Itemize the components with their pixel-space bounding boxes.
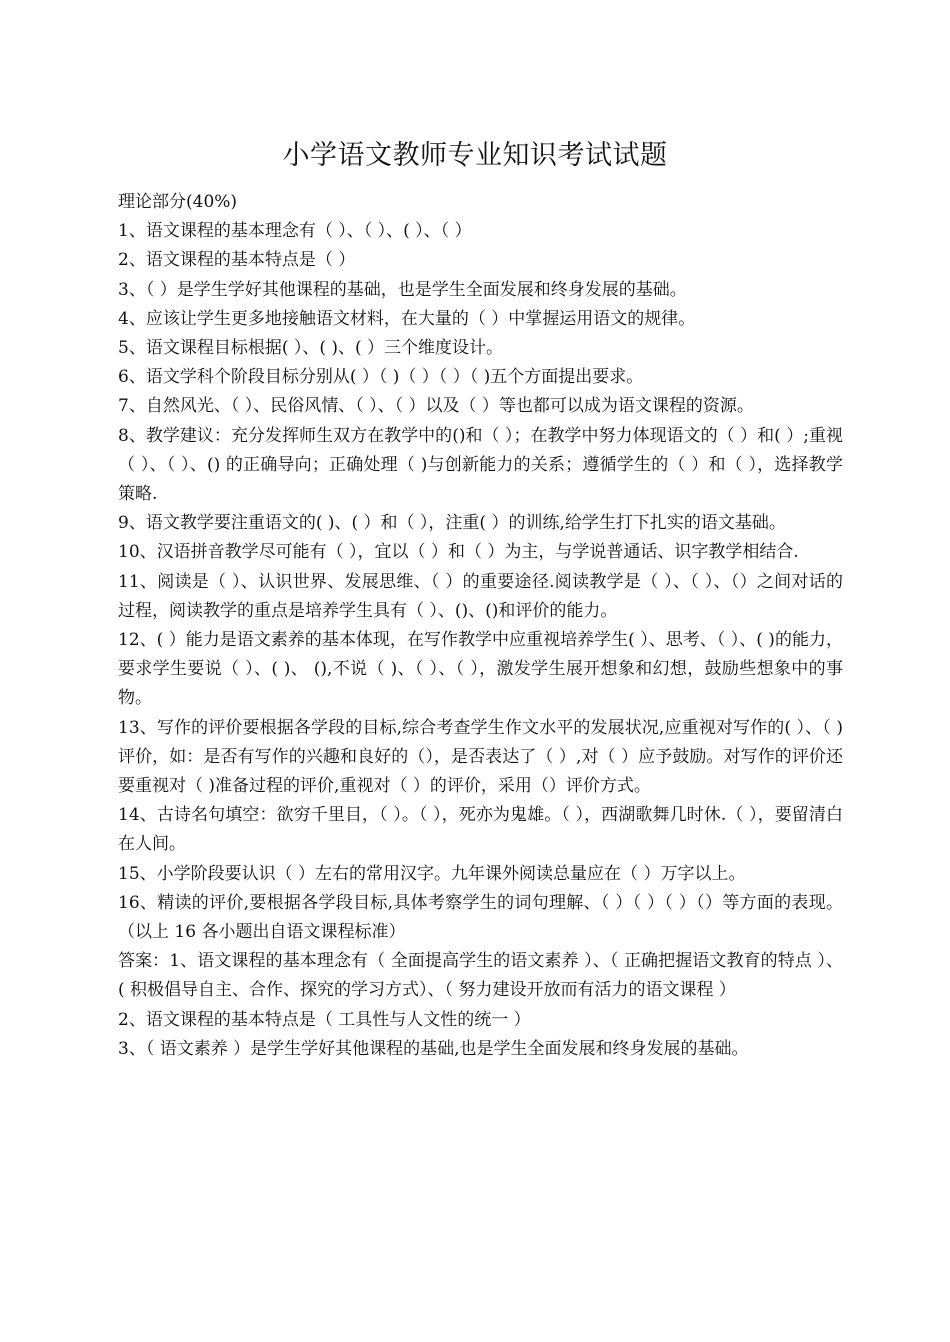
document-title: 小学语文教师专业知识考试试题 (282, 140, 668, 171)
question-14: 14、古诗名句填空：欲穷千里目，（ ）。（ ），死亦为鬼雄。（ ），西湖歌舞几时休.（ ），要留清白在人间。 (118, 805, 843, 855)
question-2: 2、语文课程的基本特点是（ ） (118, 250, 356, 271)
question-3: 3、（ ）是学生学好其他课程的基础，也是学生全面发展和终身发展的基础。 (118, 279, 687, 300)
answer-3: 3、（ 语文素养 ）是学生学好其他课程的基础,也是学生全面发展和终身发展的基础。 (118, 1038, 749, 1059)
question-15: 15、小学阶段要认识（ ）左右的常用汉字。九年课外阅读总量应在（ ）万字以上。 (118, 863, 746, 884)
answer-1: 答案：1、语文课程的基本理念有（ 全面提高学生的语文素养 ）、（ 正确把握语文教育的特点 ）、( 积极倡导自主、合作、探究的学习方式）、（ 努力建设开放而有活力的语文课程 ） (118, 951, 843, 1001)
question-1: 1、语文课程的基本理念有（ ）、（ ）、( ）、（ ） (118, 221, 472, 242)
question-4: 4、应该让学生更多地接触语文材料，在大量的（ ）中掌握运用语文的规律。 (118, 308, 696, 329)
question-6: 6、语文学科个阶段目标分别从( ）（ )（ ）（ ）（ )五个方面提出要求。 (118, 367, 644, 388)
document-body (118, 188, 843, 1064)
question-7: 7、自然风光、（ ）、民俗风情、（ ）、（ ）以及（ ）等也都可以成为语文课程的资源。 (118, 396, 754, 417)
question-5: 5、语文课程目标根据( ）、( )、( ）三个维度设计。 (118, 338, 504, 359)
question-9: 9、语文教学要注重语文的( )、( ）和（ ），注重( ）的训练,给学生打下扎实的语文基础。 (118, 513, 786, 534)
question-10: 10、汉语拼音教学尽可能有（ ），宜以（ ）和（ ）为主，与学说普通话、识字教学相结合. (118, 542, 799, 563)
section-heading-theory: 理论部分(40%) (118, 192, 238, 212)
question-16: 16、精读的评价,要根据各学段目标,具体考察学生的词句理解、（ ）（ ）（ ）（）等方面的表现。（以上 16 各小题出自语文课程标准） (118, 892, 843, 943)
question-8: 8、教学建议：充分发挥师生双方在教学中的()和（ ）；在教学中努力体现语文的（ ）和( ）;重视（ ）、（ ）、() 的正确导向；正确处理（ )与创新能力的关系；遵循学生的（ ）和（ ），选择教学策略. (118, 425, 843, 505)
answer-2: 2、语文课程的基本特点是（ 工具性与人文性的统一 ） (118, 1009, 531, 1030)
question-11: 11、阅读是（ ）、认识世界、发展思维、（ ）的重要途径.阅读教学是（ ）、（ ）、（）之间对话的过程，阅读教学的重点是培养学生具有（ ）、()、()和评价的能力。 (118, 571, 843, 621)
question-12: 12、( ）能力是语文素养的基本体现，在写作教学中应重视培养学生( ）、思考、（ ）、( )的能力，要求学生要说（ ）、( )、 (),不说（ )、（ ）、（ ），激发学生展开想象和幻想，鼓励些想象中的事物。 (118, 630, 843, 709)
question-13: 13、写作的评价要根据各学段的目标,综合考查学生作文水平的发展状况,应重视对写作的( ）、（ )评价，如：是否有写作的兴趣和良好的（），是否表达了（ ）,对（ ）应予鼓励。对写作的评价还要重视对（ )准备过程的评价,重视对（ ）的评价，采用（）评价方式。 (118, 717, 843, 797)
